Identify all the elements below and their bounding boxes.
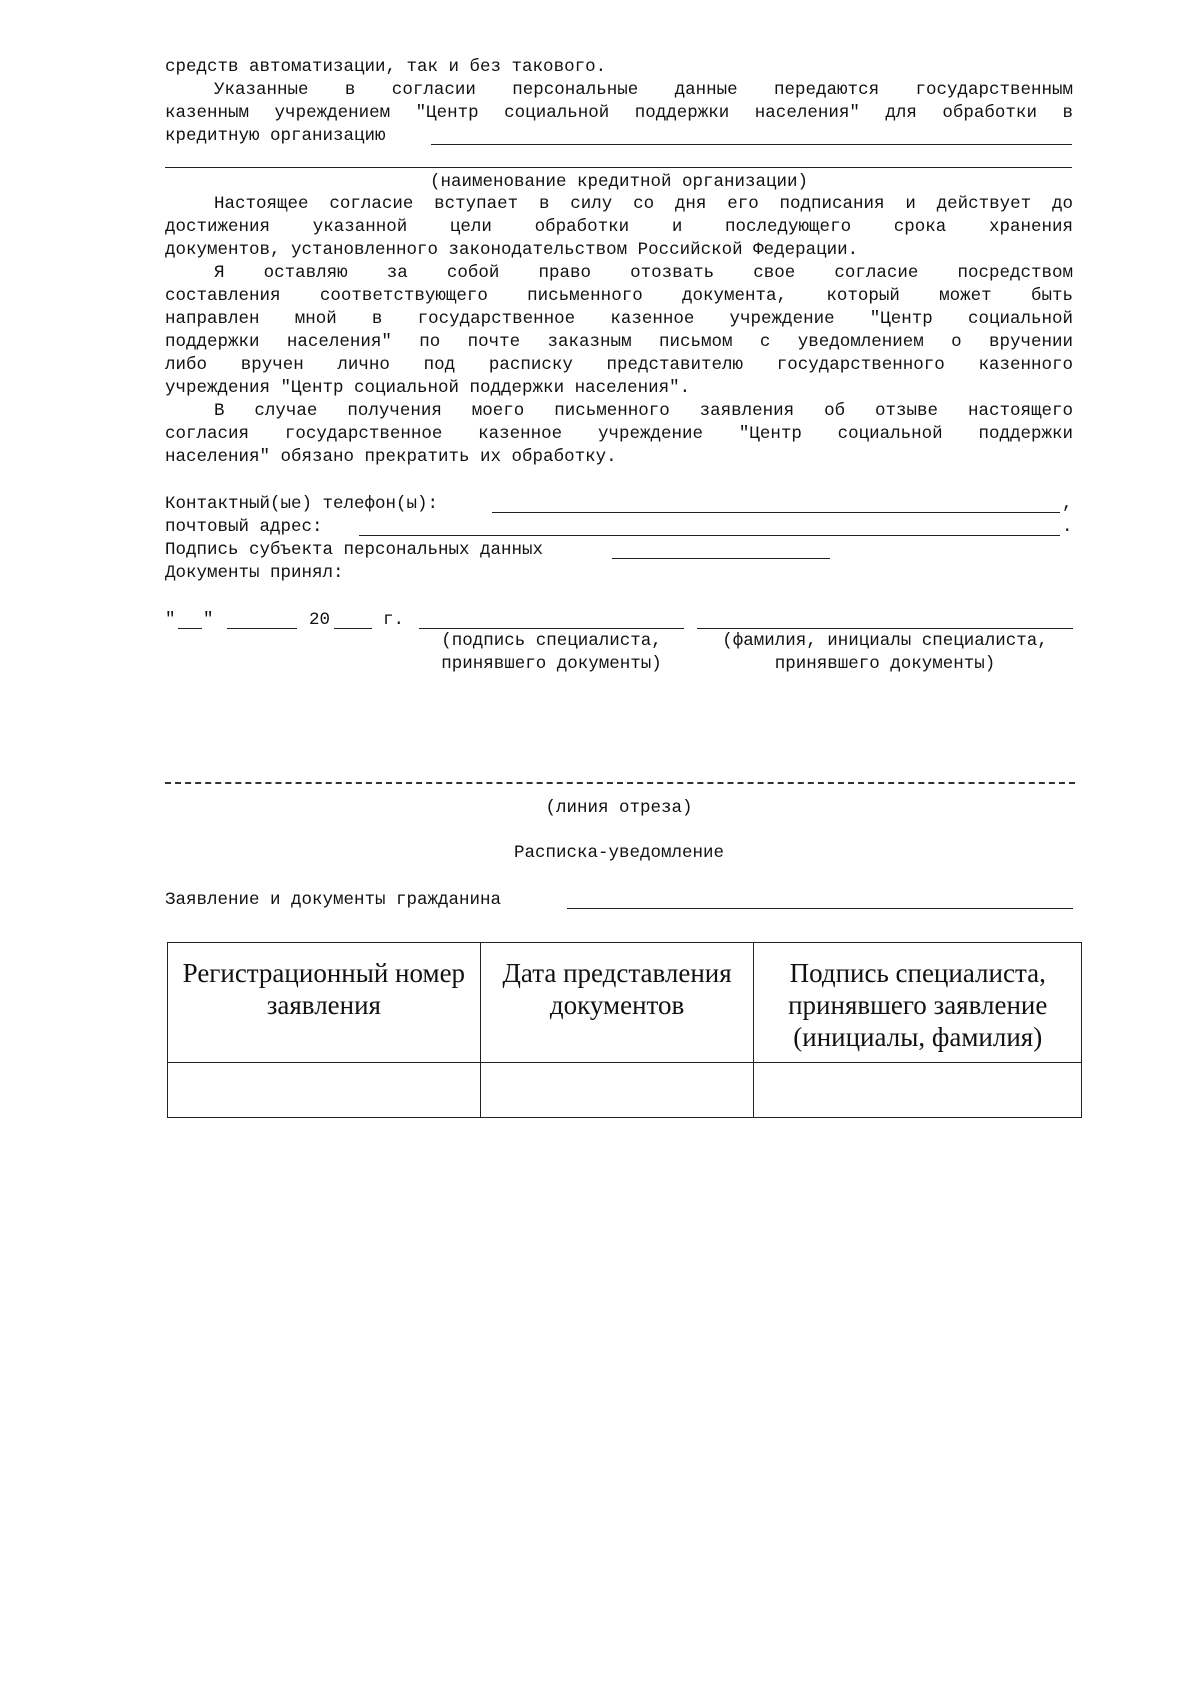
date-year-suffix: г. bbox=[383, 610, 405, 630]
paragraph-line: направлен мной в государственное казенное учреждение "Центр социальной bbox=[165, 309, 1073, 329]
paragraph-line: средств автоматизации, так и без такового. bbox=[165, 57, 607, 77]
date-year-field[interactable] bbox=[334, 628, 372, 629]
phone-field[interactable] bbox=[492, 512, 1060, 513]
registration-table bbox=[167, 942, 1082, 1118]
specialist-name-field[interactable] bbox=[697, 628, 1073, 629]
accepted-label: Документы принял: bbox=[165, 563, 344, 583]
cut-line-label: (линия отреза) bbox=[545, 798, 693, 818]
specialist-signature-cell[interactable] bbox=[754, 1063, 1082, 1118]
paragraph-line: составления соответствующего письменного документа, который может быть bbox=[165, 286, 1073, 306]
paragraph-line: документов, установленного законодательством Российской Федерации. bbox=[165, 240, 859, 260]
caption-signature: (подпись специалиста, bbox=[441, 631, 662, 651]
header-registration-number: Регистрационный номер заявления bbox=[168, 943, 481, 1063]
citizen-label: Заявление и документы гражданина bbox=[165, 890, 502, 910]
header-specialist-signature: Подпись специалиста, принявшего заявление (инициалы, фамилия) bbox=[754, 943, 1082, 1063]
paragraph-line: учреждения "Центр социальной поддержки населения". bbox=[165, 378, 691, 398]
phone-comma: , bbox=[1062, 494, 1073, 514]
date-year-prefix: 20 bbox=[309, 610, 331, 630]
credit-org-field-continued[interactable] bbox=[165, 167, 1072, 168]
date-month-field[interactable] bbox=[227, 628, 297, 629]
registration-number-cell[interactable] bbox=[168, 1063, 481, 1118]
paragraph-line: Настоящее согласие вступает в силу со дня его подписания и действует до bbox=[214, 194, 1073, 214]
paragraph-line: либо вручен лично под расписку представителю государственного казенного bbox=[165, 355, 1073, 375]
date-quote-open: " bbox=[165, 610, 176, 630]
caption-name: (фамилия, инициалы специалиста, bbox=[722, 631, 1048, 651]
address-label: почтовый адрес: bbox=[165, 517, 323, 537]
credit-org-caption: (наименование кредитной организации) bbox=[429, 172, 809, 192]
caption-name: принявшего документы) bbox=[774, 654, 996, 674]
submission-date-cell[interactable] bbox=[480, 1063, 754, 1118]
specialist-signature-field[interactable] bbox=[419, 628, 684, 629]
address-period: . bbox=[1062, 517, 1073, 537]
paragraph-line: поддержки населения" по почте заказным письмом с уведомлением о вручении bbox=[165, 332, 1073, 352]
paragraph-line: Я оставляю за собой право отозвать свое согласие посредством bbox=[214, 263, 1073, 283]
paragraph-line: достижения указанной цели обработки и последующего срока хранения bbox=[165, 217, 1073, 237]
table-row bbox=[168, 1063, 1082, 1118]
signature-label: Подпись субъекта персональных данных bbox=[165, 540, 544, 560]
paragraph-line: Указанные в согласии персональные данные передаются государственным bbox=[214, 80, 1073, 100]
address-field[interactable] bbox=[359, 535, 1060, 536]
header-submission-date: Дата представления документов bbox=[480, 943, 754, 1063]
caption-signature: принявшего документы) bbox=[441, 654, 662, 674]
date-day-field[interactable] bbox=[178, 628, 202, 629]
cut-line bbox=[165, 782, 1075, 784]
table-header-row bbox=[168, 943, 1082, 1063]
paragraph-line: населения" обязано прекратить их обработку. bbox=[165, 447, 617, 467]
citizen-name-field[interactable] bbox=[567, 908, 1073, 909]
paragraph-line: казенным учреждением "Центр социальной поддержки населения" для обработки в bbox=[165, 103, 1073, 123]
signature-field[interactable] bbox=[612, 558, 830, 559]
paragraph-line: В случае получения моего письменного заявления об отзыве настоящего bbox=[214, 401, 1073, 421]
credit-org-field[interactable] bbox=[431, 144, 1072, 145]
date-quote-close: " bbox=[203, 610, 214, 630]
paragraph-line: согласия государственное казенное учреждение "Центр социальной поддержки bbox=[165, 424, 1073, 444]
phone-label: Контактный(ые) телефон(ы): bbox=[165, 494, 439, 514]
credit-org-label: кредитную организацию bbox=[165, 126, 386, 146]
receipt-title: Расписка-уведомление bbox=[513, 843, 725, 863]
